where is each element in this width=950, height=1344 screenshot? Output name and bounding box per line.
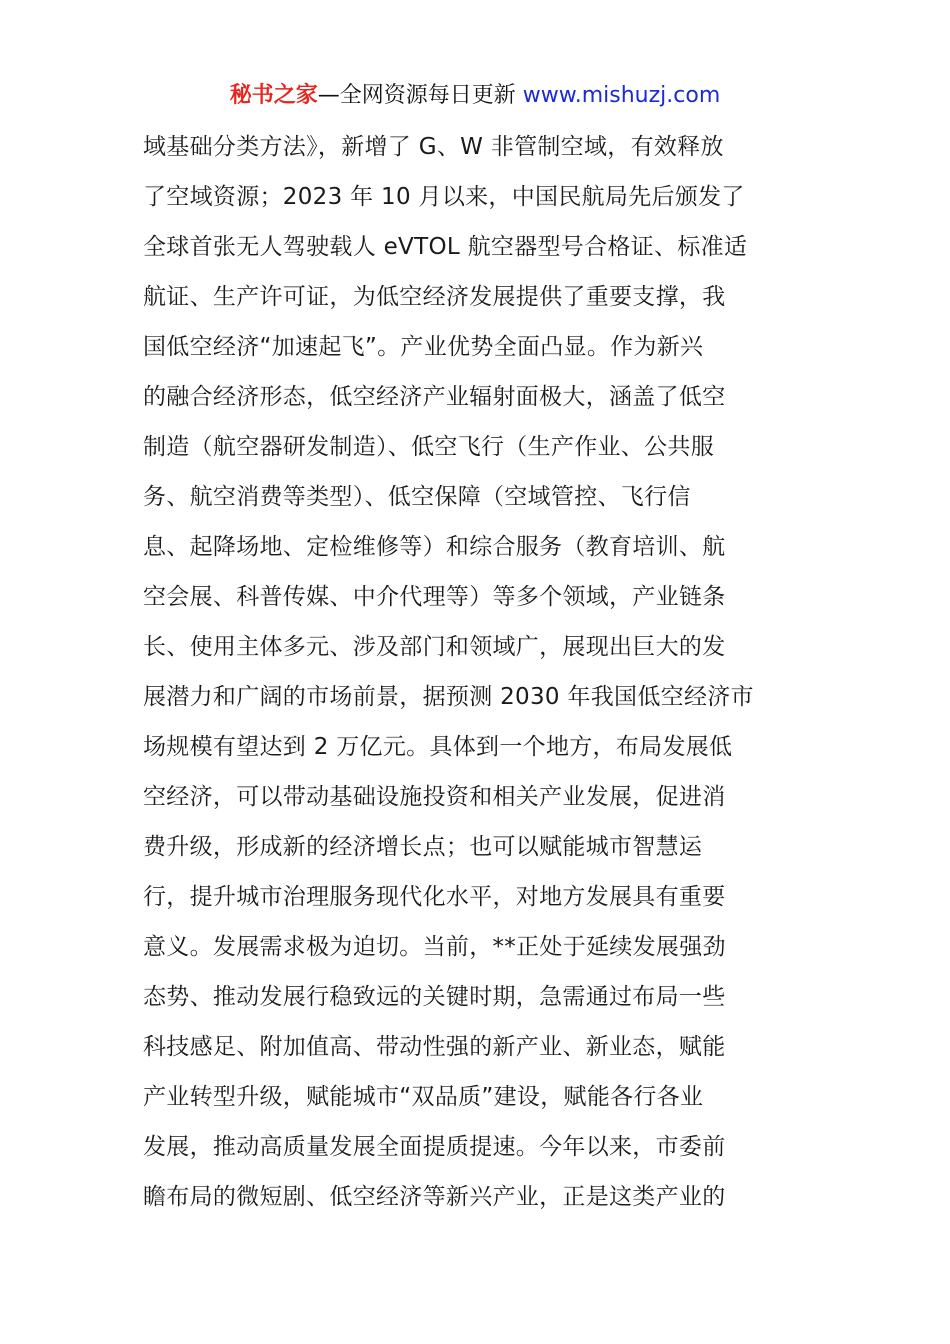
- text-line: 全球首张无人驾驶载人 eVTOL 航空器型号合格证、标准适: [143, 234, 748, 260]
- text-line: 行，提升城市治理服务现代化水平，对地方发展具有重要: [143, 884, 726, 910]
- text-line: 制造（航空器研发制造）、低空飞行（生产作业、公共服: [143, 434, 714, 460]
- text-line: 费升级，形成新的经济增长点；也可以赋能城市智慧运: [143, 834, 703, 860]
- text-line: 场规模有望达到 2 万亿元。具体到一个地方，布局发展低: [143, 734, 733, 760]
- text-line: 了空域资源；2023 年 10 月以来，中国民航局先后颁发了: [143, 184, 745, 210]
- text-line: 发展，推动高质量发展全面提质提速。今年以来，市委前: [143, 1134, 726, 1160]
- text-line: 空经济，可以带动基础设施投资和相关产业发展，促进消: [143, 784, 726, 810]
- text-line: 产业转型升级，赋能城市“双品质”建设，赋能各行各业: [143, 1084, 704, 1110]
- text-line: 意义。发展需求极为迫切。当前，**正处于延续发展强劲: [143, 934, 726, 960]
- text-line: 科技感足、附加值高、带动性强的新产业、新业态，赋能: [143, 1034, 726, 1060]
- text-line: 域基础分类方法》，新增了 G、W 非管制空域，有效释放: [143, 134, 724, 160]
- text-line: 航证、生产许可证，为低空经济发展提供了重要支撑，我: [143, 284, 726, 310]
- text-line: 国低空经济“加速起飞”。产业优势全面凸显。作为新兴: [143, 334, 704, 360]
- text-line: 息、起降场地、定检维修等）和综合服务（教育培训、航: [143, 534, 726, 560]
- body-paragraph: [143, 122, 813, 1222]
- text-line: 展潜力和广阔的市场前景，据预测 2030 年我国低空经济市: [143, 684, 754, 710]
- text-line: 瞻布局的微短剧、低空经济等新兴产业，正是这类产业的: [143, 1184, 726, 1210]
- text-line: 态势、推动发展行稳致远的关键时期，急需通过布局一些: [143, 984, 726, 1010]
- header-url-link[interactable]: www.mishuzj.com: [522, 83, 721, 108]
- header-brand: 秘书之家: [229, 83, 318, 108]
- text-line: 长、使用主体多元、涉及部门和领域广，展现出巨大的发: [143, 634, 726, 660]
- page-header: [0, 80, 950, 112]
- header-tagline: —全网资源每日更新: [317, 83, 523, 108]
- text-line: 务、航空消费等类型）、低空保障（空域管控、飞行信: [143, 484, 691, 510]
- text-line: 空会展、科普传媒、中介代理等）等多个领域，产业链条: [143, 584, 726, 610]
- text-line: 的融合经济形态，低空经济产业辐射面极大，涵盖了低空: [143, 384, 726, 410]
